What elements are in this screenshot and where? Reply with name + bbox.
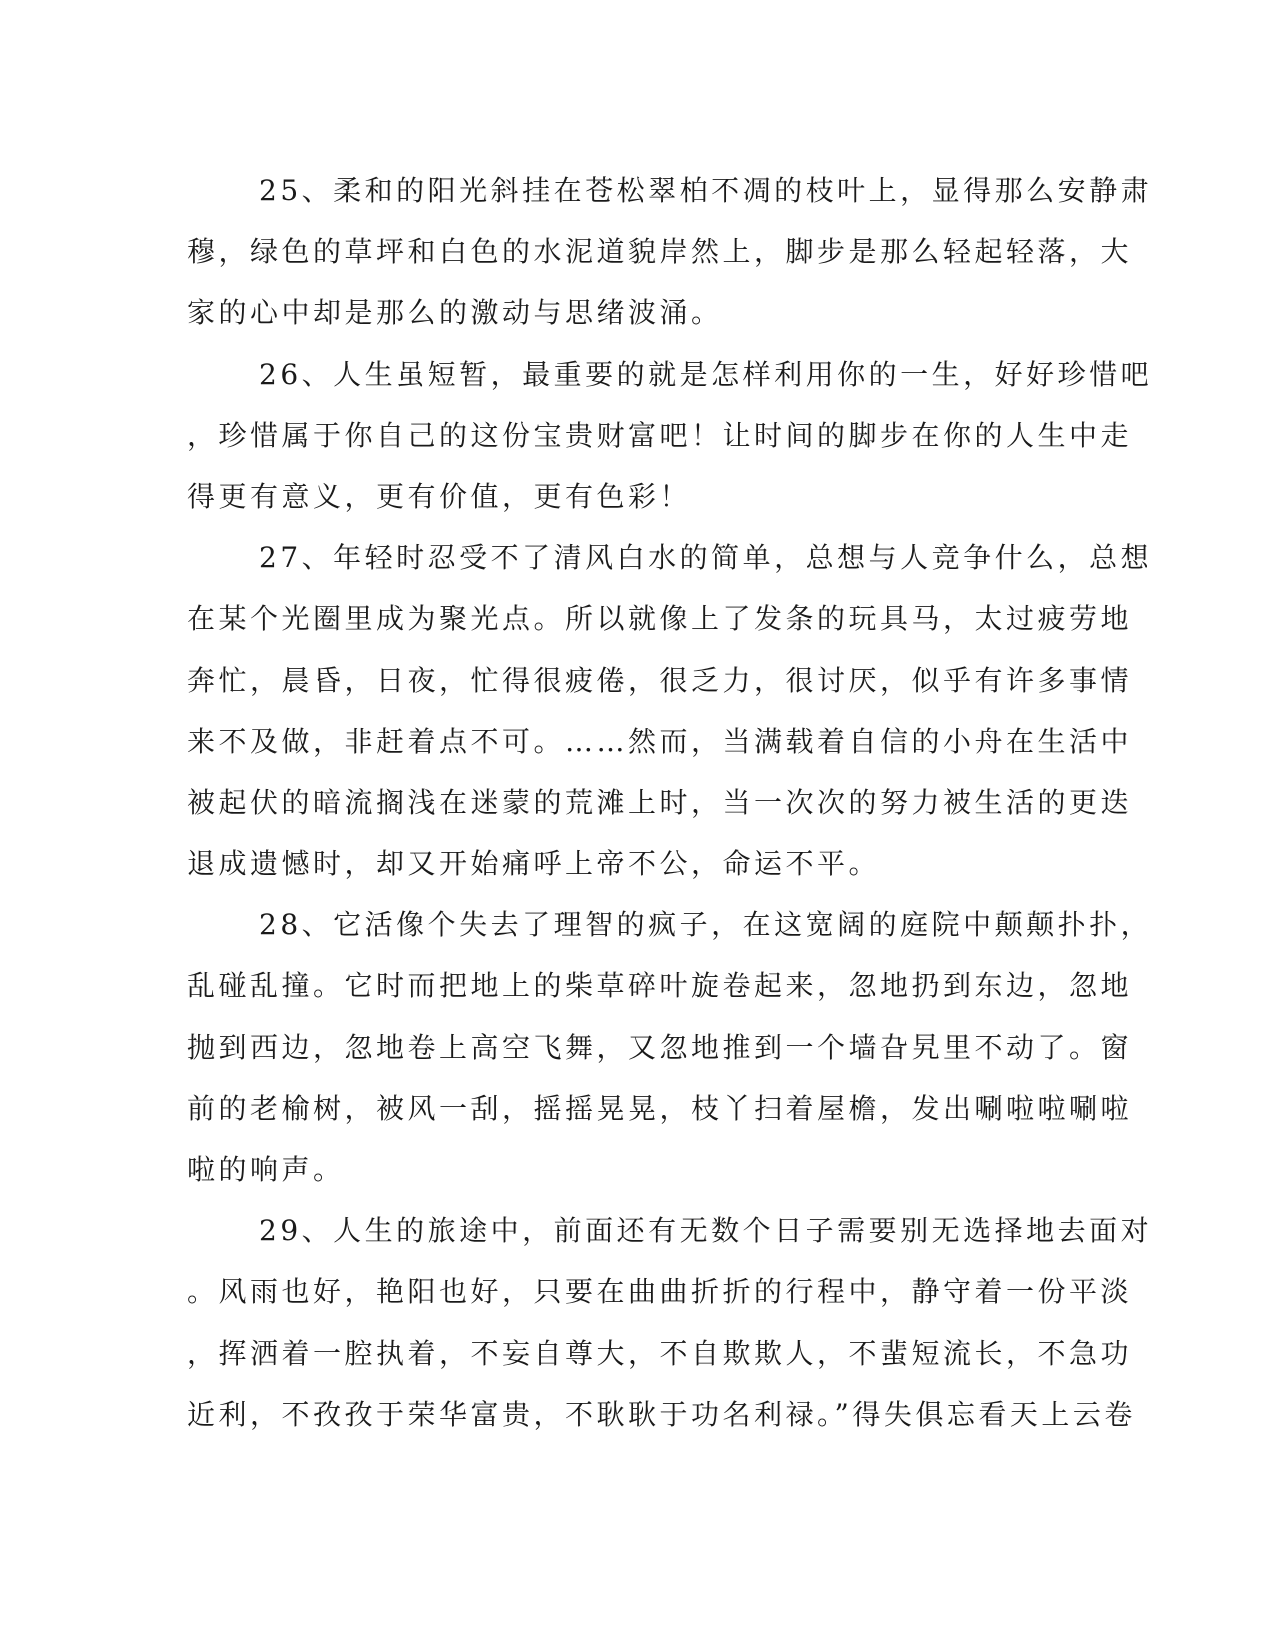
text-line: 退成遗憾时，却又开始痛呼上帝不公，命运不平。 (187, 847, 881, 881)
text-line: 来不及做，非赶着点不可。……然而，当满载着自信的小舟在生活中 (187, 724, 1133, 758)
paragraph-25 (187, 160, 1153, 344)
text-line: ，挥洒着一腔执着，不妄自尊大，不自欺欺人，不蜚短流长，不急功 (187, 1336, 1133, 1370)
text-line: 近利，不孜孜于荣华富贵，不耿耿于功名利禄。”得失俱忘看天上云卷 (187, 1397, 1136, 1431)
text-line: 29、人生的旅途中，前面还有无数个日子需要别无选择地去面对 (259, 1214, 1153, 1248)
text-line: 奔忙，晨昏，日夜，忙得很疲倦，很乏力，很讨厌，似乎有许多事情 (187, 663, 1133, 697)
text-line: 得更有意义，更有价值，更有色彩！ (187, 479, 692, 513)
text-line: 26、人生虽短暂，最重要的就是怎样利用你的一生，好好珍惜吧 (259, 357, 1153, 391)
text-line: 啦的响声。 (187, 1153, 345, 1186)
document-body (187, 160, 1153, 1445)
paragraph-26 (187, 344, 1153, 528)
text-line: 被起伏的暗流搁浅在迷蒙的荒滩上时，当一次次的努力被生活的更迭 (187, 785, 1133, 819)
text-line: 前的老榆树，被风一刮，摇摇晃晃，枝丫扫着屋檐，发出唰啦啦唰啦 (187, 1091, 1133, 1125)
paragraph-28 (187, 894, 1153, 1200)
text-line: ，珍惜属于你自己的这份宝贵财富吧！让时间的脚步在你的人生中走 (187, 418, 1133, 452)
text-line: 。风雨也好，艳阳也好，只要在曲曲折折的行程中，静守着一份平淡 (187, 1275, 1133, 1309)
text-line: 家的心中却是那么的激动与思绪波涌。 (187, 296, 723, 330)
text-line: 穆，绿色的草坪和白色的水泥道貌岸然上，脚步是那么轻起轻落，大 (187, 235, 1133, 269)
text-line: 抛到西边，忽地卷上高空飞舞，又忽地推到一个墙旮旯里不动了。窗 (187, 1030, 1133, 1064)
text-line: 25、柔和的阳光斜挂在苍松翠柏不凋的枝叶上，显得那么安静肃 (259, 174, 1153, 207)
paragraph-27 (187, 527, 1153, 894)
text-line: 乱碰乱撞。它时而把地上的柴草碎叶旋卷起来，忽地扔到东边，忽地 (187, 969, 1133, 1003)
text-line: 27、年轻时忍受不了清风白水的简单，总想与人竞争什么，总想 (259, 541, 1153, 575)
text-line: 在某个光圈里成为聚光点。所以就像上了发条的玩具马，太过疲劳地 (187, 602, 1133, 636)
text-line: 28、它活像个失去了理智的疯子，在这宽阔的庭院中颠颠扑扑， (259, 908, 1153, 942)
paragraph-29 (187, 1200, 1153, 1445)
